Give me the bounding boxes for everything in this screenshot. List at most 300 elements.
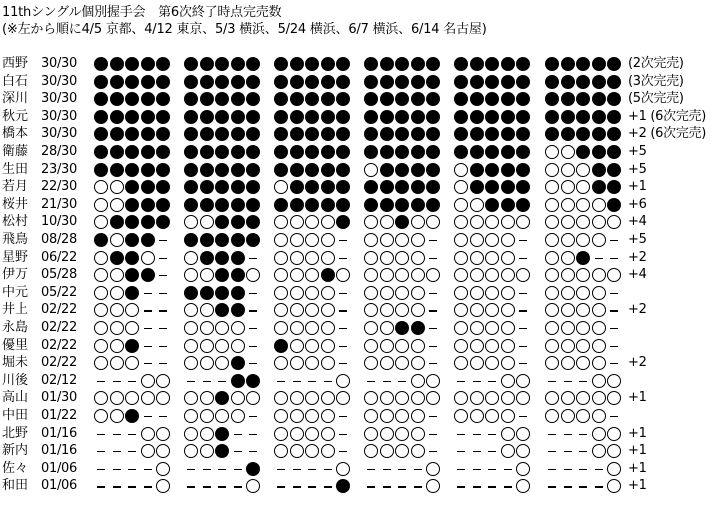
sold-out-slot-icon <box>215 92 229 106</box>
sold-out-slot-icon <box>545 110 559 124</box>
sold-out-slot-icon <box>380 110 394 124</box>
sold-out-slot-icon <box>426 198 440 212</box>
sold-out-slot-icon <box>305 198 319 212</box>
no-slot-dash <box>561 444 575 458</box>
sold-out-slot-icon <box>125 75 139 89</box>
member-name: 深川 <box>2 91 29 107</box>
available-slot-icon <box>184 409 198 423</box>
sold-out-slot-icon <box>454 110 468 124</box>
available-slot-icon <box>380 409 394 423</box>
available-slot-icon <box>485 286 499 300</box>
sold-out-slot-icon <box>141 92 155 106</box>
no-slot-dash <box>156 321 170 335</box>
no-slot-dash <box>454 444 468 458</box>
sold-out-slot-icon <box>545 127 559 141</box>
sold-out-slot-icon <box>184 163 198 177</box>
no-slot-dash <box>156 286 170 300</box>
available-slot-icon <box>501 268 515 282</box>
sold-out-slot-icon <box>470 127 484 141</box>
available-slot-icon <box>200 321 214 335</box>
sold-count: 02/22 <box>41 320 77 335</box>
sold-out-slot-icon <box>364 75 378 89</box>
available-slot-icon <box>501 444 515 458</box>
available-slot-icon <box>454 339 468 353</box>
available-slot-icon <box>516 444 530 458</box>
available-slot-icon <box>545 163 559 177</box>
sold-out-slot-icon <box>336 163 350 177</box>
no-slot-dash <box>426 303 440 317</box>
sold-out-slot-icon <box>426 110 440 124</box>
no-slot-dash <box>426 427 440 441</box>
sold-out-slot-icon <box>336 92 350 106</box>
change-note: +5 <box>628 161 647 177</box>
sold-out-slot-icon <box>184 286 198 300</box>
sold-out-slot-icon <box>274 339 288 353</box>
sold-out-slot-icon <box>141 215 155 229</box>
available-slot-icon <box>290 339 304 353</box>
sold-out-slot-icon <box>274 57 288 71</box>
sold-out-slot-icon <box>470 92 484 106</box>
available-slot-icon <box>576 356 590 370</box>
sold-out-slot-icon <box>200 251 214 265</box>
sold-out-slot-icon <box>321 145 335 159</box>
sold-count: 01/16 <box>41 425 77 441</box>
sold-out-slot-icon <box>156 110 170 124</box>
available-slot-icon <box>411 339 425 353</box>
change-note: +6 <box>628 196 647 212</box>
sold-count: 05/28 <box>41 267 77 283</box>
no-slot-dash <box>156 233 170 247</box>
no-slot-dash <box>141 303 155 317</box>
sold-out-slot-icon <box>231 251 245 265</box>
sold-out-slot-icon <box>94 127 108 141</box>
sold-out-slot-icon <box>231 180 245 194</box>
no-slot-dash <box>576 462 590 476</box>
available-slot-icon <box>305 409 319 423</box>
no-slot-dash <box>290 479 304 493</box>
no-slot-dash <box>336 427 350 441</box>
sold-out-slot-icon <box>231 75 245 89</box>
no-slot-dash <box>246 356 260 370</box>
sold-out-slot-icon <box>364 145 378 159</box>
available-slot-icon <box>592 303 606 317</box>
available-slot-icon <box>561 303 575 317</box>
available-slot-icon <box>200 303 214 317</box>
member-name: 中元 <box>2 284 29 300</box>
available-slot-icon <box>426 462 440 476</box>
no-slot-dash <box>545 374 559 388</box>
no-slot-dash <box>516 251 530 265</box>
available-slot-icon <box>592 268 606 282</box>
available-slot-icon <box>290 321 304 335</box>
no-slot-dash <box>290 462 304 476</box>
sold-out-slot-icon <box>380 163 394 177</box>
no-slot-dash <box>426 321 440 335</box>
sold-count: 01/06 <box>41 478 77 494</box>
no-slot-dash <box>576 374 590 388</box>
sold-out-slot-icon <box>184 233 198 247</box>
sold-out-slot-icon <box>231 198 245 212</box>
available-slot-icon <box>305 286 319 300</box>
available-slot-icon <box>592 215 606 229</box>
sold-out-slot-icon <box>156 127 170 141</box>
sold-out-slot-icon <box>246 180 260 194</box>
available-slot-icon <box>380 215 394 229</box>
sold-out-slot-icon <box>592 92 606 106</box>
sold-out-slot-icon <box>411 92 425 106</box>
sold-out-slot-icon <box>231 374 245 388</box>
available-slot-icon <box>576 198 590 212</box>
available-slot-icon <box>501 409 515 423</box>
available-slot-icon <box>576 233 590 247</box>
change-note: +1 <box>628 425 647 441</box>
sold-out-slot-icon <box>215 268 229 282</box>
table-row <box>0 319 719 336</box>
available-slot-icon <box>290 409 304 423</box>
available-slot-icon <box>305 303 319 317</box>
available-slot-icon <box>485 356 499 370</box>
available-slot-icon <box>485 321 499 335</box>
change-note: +1 (6次完売) <box>628 108 707 124</box>
available-slot-icon <box>501 427 515 441</box>
available-slot-icon <box>470 233 484 247</box>
sold-out-slot-icon <box>246 75 260 89</box>
available-slot-icon <box>125 321 139 335</box>
member-name: 堀未 <box>2 355 29 371</box>
available-slot-icon <box>592 321 606 335</box>
no-slot-dash <box>125 374 139 388</box>
sold-out-slot-icon <box>395 92 409 106</box>
table-row <box>0 407 719 424</box>
available-slot-icon <box>336 391 350 405</box>
sold-out-slot-icon <box>305 57 319 71</box>
available-slot-icon <box>110 391 124 405</box>
sold-out-slot-icon <box>592 180 606 194</box>
available-slot-icon <box>501 286 515 300</box>
available-slot-icon <box>274 268 288 282</box>
sold-out-slot-icon <box>380 92 394 106</box>
available-slot-icon <box>395 427 409 441</box>
available-slot-icon <box>501 251 515 265</box>
available-slot-icon <box>156 462 170 476</box>
sold-out-slot-icon <box>395 180 409 194</box>
available-slot-icon <box>516 268 530 282</box>
available-slot-icon <box>200 409 214 423</box>
sold-out-slot-icon <box>470 110 484 124</box>
member-name: 星野 <box>2 249 29 265</box>
available-slot-icon <box>454 409 468 423</box>
member-name: 永島 <box>2 320 29 335</box>
sold-out-slot-icon <box>607 110 621 124</box>
available-slot-icon <box>470 198 484 212</box>
available-slot-icon <box>561 391 575 405</box>
member-name: 松村 <box>2 214 29 230</box>
no-slot-dash <box>246 409 260 423</box>
available-slot-icon <box>485 215 499 229</box>
sold-out-slot-icon <box>141 268 155 282</box>
sold-out-slot-icon <box>607 145 621 159</box>
available-slot-icon <box>545 233 559 247</box>
available-slot-icon <box>274 321 288 335</box>
available-slot-icon <box>156 374 170 388</box>
sold-out-slot-icon <box>485 57 499 71</box>
sold-out-slot-icon <box>215 180 229 194</box>
no-slot-dash <box>141 409 155 423</box>
sold-out-slot-icon <box>305 110 319 124</box>
no-slot-dash <box>94 444 108 458</box>
sold-count: 01/16 <box>41 443 77 459</box>
sold-out-slot-icon <box>290 163 304 177</box>
sold-out-slot-icon <box>454 127 468 141</box>
sold-out-slot-icon <box>125 339 139 353</box>
sold-out-slot-icon <box>516 180 530 194</box>
sold-out-slot-icon <box>184 145 198 159</box>
sold-out-slot-icon <box>215 233 229 247</box>
sold-out-slot-icon <box>184 127 198 141</box>
available-slot-icon <box>470 391 484 405</box>
no-slot-dash <box>607 356 621 370</box>
sold-out-slot-icon <box>336 180 350 194</box>
no-slot-dash <box>561 374 575 388</box>
table-row <box>0 73 719 90</box>
sold-out-slot-icon <box>94 92 108 106</box>
sold-out-slot-icon <box>305 92 319 106</box>
sold-out-slot-icon <box>305 145 319 159</box>
sold-out-slot-icon <box>411 180 425 194</box>
sold-out-slot-icon <box>200 110 214 124</box>
table-row <box>0 266 719 283</box>
change-note: (5次完売) <box>628 91 684 107</box>
no-slot-dash <box>156 303 170 317</box>
sold-out-slot-icon <box>364 198 378 212</box>
no-slot-dash <box>336 356 350 370</box>
sold-out-slot-icon <box>426 163 440 177</box>
sold-out-slot-icon <box>336 198 350 212</box>
available-slot-icon <box>411 374 425 388</box>
sold-out-slot-icon <box>200 180 214 194</box>
available-slot-icon <box>290 391 304 405</box>
no-slot-dash <box>231 444 245 458</box>
sold-out-slot-icon <box>290 57 304 71</box>
available-slot-icon <box>156 479 170 493</box>
sold-out-slot-icon <box>200 92 214 106</box>
no-slot-dash <box>246 303 260 317</box>
sold-out-slot-icon <box>501 92 515 106</box>
available-slot-icon <box>561 145 575 159</box>
sold-out-slot-icon <box>94 75 108 89</box>
no-slot-dash <box>426 444 440 458</box>
change-note: +1 <box>628 443 647 459</box>
no-slot-dash <box>426 409 440 423</box>
sold-out-slot-icon <box>305 180 319 194</box>
no-slot-dash <box>305 479 319 493</box>
available-slot-icon <box>380 233 394 247</box>
available-slot-icon <box>200 391 214 405</box>
sold-out-slot-icon <box>576 110 590 124</box>
member-name: 佐々 <box>2 460 29 476</box>
available-slot-icon <box>141 427 155 441</box>
available-slot-icon <box>184 427 198 441</box>
sold-out-slot-icon <box>380 127 394 141</box>
available-slot-icon <box>231 391 245 405</box>
available-slot-icon <box>380 391 394 405</box>
sold-out-slot-icon <box>426 92 440 106</box>
sold-out-slot-icon <box>246 163 260 177</box>
no-slot-dash <box>592 251 606 265</box>
available-slot-icon <box>516 391 530 405</box>
available-slot-icon <box>231 339 245 353</box>
sold-count: 30/30 <box>41 126 77 142</box>
sold-count: 30/30 <box>41 91 77 107</box>
available-slot-icon <box>485 339 499 353</box>
available-slot-icon <box>395 409 409 423</box>
sold-out-slot-icon <box>426 127 440 141</box>
no-slot-dash <box>380 374 394 388</box>
sold-out-slot-icon <box>231 268 245 282</box>
available-slot-icon <box>545 268 559 282</box>
no-slot-dash <box>125 427 139 441</box>
no-slot-dash <box>215 462 229 476</box>
table-row <box>0 231 719 248</box>
available-slot-icon <box>395 356 409 370</box>
sold-out-slot-icon <box>215 57 229 71</box>
available-slot-icon <box>426 374 440 388</box>
available-slot-icon <box>184 268 198 282</box>
no-slot-dash <box>485 479 499 493</box>
available-slot-icon <box>545 391 559 405</box>
available-slot-icon <box>125 303 139 317</box>
available-slot-icon <box>501 374 515 388</box>
no-slot-dash <box>454 479 468 493</box>
sold-out-slot-icon <box>321 180 335 194</box>
member-name: 若月 <box>2 179 29 195</box>
sold-out-slot-icon <box>411 145 425 159</box>
sold-out-slot-icon <box>485 145 499 159</box>
no-slot-dash <box>516 233 530 247</box>
sold-out-slot-icon <box>94 110 108 124</box>
available-slot-icon <box>321 391 335 405</box>
no-slot-dash <box>516 286 530 300</box>
available-slot-icon <box>184 391 198 405</box>
sold-out-slot-icon <box>156 57 170 71</box>
sold-out-slot-icon <box>184 198 198 212</box>
available-slot-icon <box>94 339 108 353</box>
available-slot-icon <box>321 286 335 300</box>
change-note: (2次完売) <box>628 56 684 71</box>
available-slot-icon <box>470 215 484 229</box>
available-slot-icon <box>561 233 575 247</box>
sold-out-slot-icon <box>485 127 499 141</box>
no-slot-dash <box>380 462 394 476</box>
available-slot-icon <box>94 356 108 370</box>
available-slot-icon <box>395 444 409 458</box>
available-slot-icon <box>485 391 499 405</box>
available-slot-icon <box>305 391 319 405</box>
sold-count: 30/30 <box>41 73 77 89</box>
available-slot-icon <box>576 409 590 423</box>
sold-out-slot-icon <box>231 92 245 106</box>
no-slot-dash <box>561 479 575 493</box>
no-slot-dash <box>336 339 350 353</box>
change-note: +1 <box>628 179 647 195</box>
no-slot-dash <box>336 409 350 423</box>
available-slot-icon <box>336 462 350 476</box>
change-note: +1 <box>628 460 647 476</box>
no-slot-dash <box>336 286 350 300</box>
member-name: 衛藤 <box>2 144 29 159</box>
sold-out-slot-icon <box>411 321 425 335</box>
no-slot-dash <box>592 462 606 476</box>
sold-count: 28/30 <box>41 144 77 159</box>
available-slot-icon <box>545 286 559 300</box>
no-slot-dash <box>336 251 350 265</box>
sold-count: 05/22 <box>41 284 77 300</box>
sold-out-slot-icon <box>321 57 335 71</box>
available-slot-icon <box>454 233 468 247</box>
sold-out-slot-icon <box>215 444 229 458</box>
table-row <box>0 442 719 459</box>
table-row <box>0 477 719 494</box>
available-slot-icon <box>94 180 108 194</box>
available-slot-icon <box>411 427 425 441</box>
sold-out-slot-icon <box>501 198 515 212</box>
available-slot-icon <box>592 286 606 300</box>
no-slot-dash <box>156 251 170 265</box>
no-slot-dash <box>156 268 170 282</box>
sold-out-slot-icon <box>607 127 621 141</box>
sold-out-slot-icon <box>156 215 170 229</box>
no-slot-dash <box>274 479 288 493</box>
sold-out-slot-icon <box>200 75 214 89</box>
sold-out-slot-icon <box>141 163 155 177</box>
available-slot-icon <box>592 391 606 405</box>
sold-out-slot-icon <box>545 75 559 89</box>
sold-out-slot-icon <box>290 145 304 159</box>
table-row <box>0 161 719 178</box>
available-slot-icon <box>321 409 335 423</box>
available-slot-icon <box>274 180 288 194</box>
available-slot-icon <box>454 268 468 282</box>
available-slot-icon <box>110 180 124 194</box>
available-slot-icon <box>561 356 575 370</box>
sold-count: 23/30 <box>41 161 77 177</box>
member-name: 白石 <box>2 73 29 89</box>
available-slot-icon <box>290 427 304 441</box>
available-slot-icon <box>454 215 468 229</box>
sold-out-slot-icon <box>501 145 515 159</box>
available-slot-icon <box>184 339 198 353</box>
sold-out-slot-icon <box>215 198 229 212</box>
no-slot-dash <box>545 427 559 441</box>
no-slot-dash <box>184 479 198 493</box>
available-slot-icon <box>305 444 319 458</box>
sold-out-slot-icon <box>110 127 124 141</box>
available-slot-icon <box>290 215 304 229</box>
available-slot-icon <box>321 444 335 458</box>
sold-out-slot-icon <box>321 163 335 177</box>
no-slot-dash <box>485 427 499 441</box>
available-slot-icon <box>156 427 170 441</box>
available-slot-icon <box>336 268 350 282</box>
available-slot-icon <box>184 251 198 265</box>
available-slot-icon <box>516 479 530 493</box>
no-slot-dash <box>94 427 108 441</box>
no-slot-dash <box>110 374 124 388</box>
sold-out-slot-icon <box>501 163 515 177</box>
table-row <box>0 337 719 354</box>
sold-out-slot-icon <box>395 127 409 141</box>
sold-count: 01/06 <box>41 460 77 476</box>
